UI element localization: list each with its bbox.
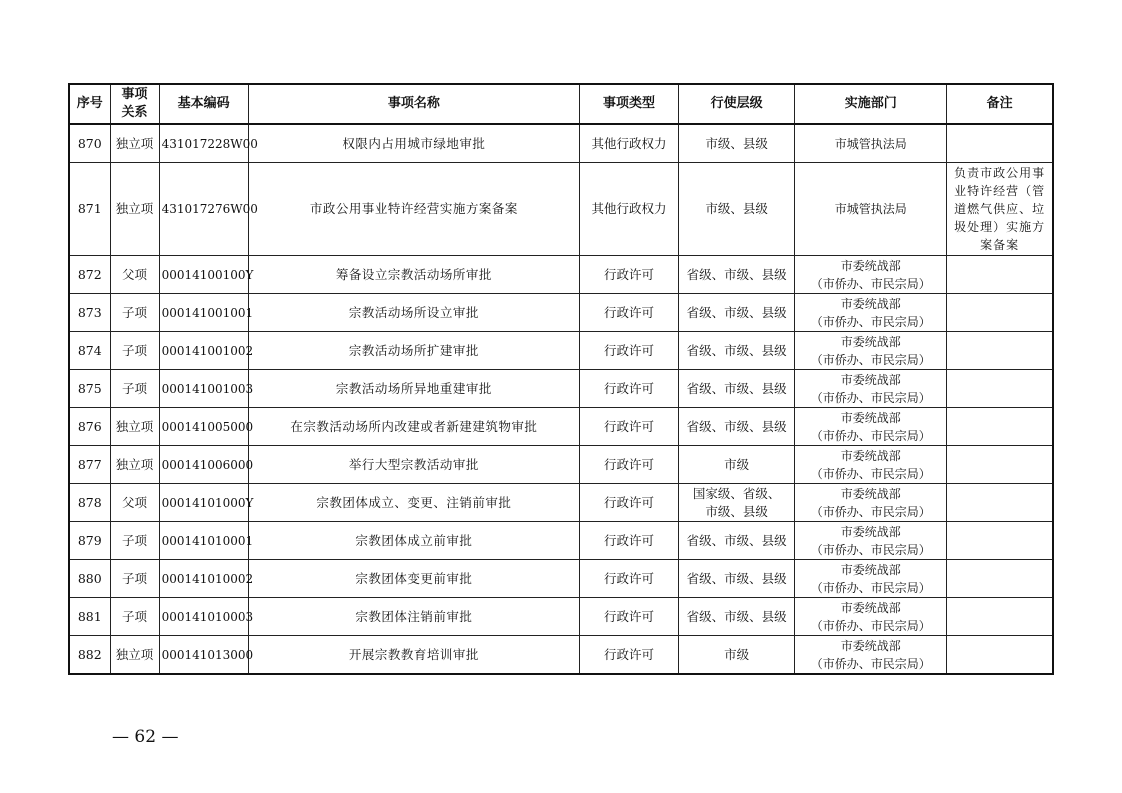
level-cell bbox=[679, 294, 795, 332]
dept-line: 市委统战部 bbox=[840, 486, 901, 501]
table-row bbox=[69, 560, 1053, 598]
header-name: 事项名称 bbox=[248, 84, 579, 124]
dept-line: 市委统战部 bbox=[840, 410, 901, 425]
dept-line: （市侨办、市民宗局） bbox=[810, 542, 931, 557]
name-cell: 宗教团体变更前审批 bbox=[248, 560, 579, 598]
relation-cell: 独立项 bbox=[110, 408, 159, 446]
code-cell: 000141001002 bbox=[159, 332, 248, 370]
dept-line: （市侨办、市民宗局） bbox=[810, 276, 931, 291]
code-cell: 000141010001 bbox=[159, 522, 248, 560]
level-line: 市级、县级 bbox=[705, 135, 768, 151]
level-cell bbox=[679, 446, 795, 484]
level-cell bbox=[679, 484, 795, 522]
row-number: 882 bbox=[69, 636, 110, 675]
dept-line: 市委统战部 bbox=[840, 334, 901, 349]
relation-cell: 独立项 bbox=[110, 124, 159, 163]
row-number: 873 bbox=[69, 294, 110, 332]
dept-cell bbox=[795, 598, 947, 636]
level-line: 市级、县级 bbox=[705, 503, 768, 519]
note-cell bbox=[947, 636, 1053, 675]
row-number: 878 bbox=[69, 484, 110, 522]
note-line: 案备案 bbox=[980, 238, 1020, 252]
table-row bbox=[69, 408, 1053, 446]
dept-cell bbox=[795, 408, 947, 446]
code-cell: 000141010002 bbox=[159, 560, 248, 598]
dept-cell bbox=[795, 560, 947, 598]
table-row bbox=[69, 522, 1053, 560]
name-cell: 宗教团体成立、变更、注销前审批 bbox=[248, 484, 579, 522]
relation-cell: 子项 bbox=[110, 522, 159, 560]
code-cell: 000141010003 bbox=[159, 598, 248, 636]
type-cell: 行政许可 bbox=[579, 332, 678, 370]
relation-cell: 独立项 bbox=[110, 636, 159, 675]
level-cell bbox=[679, 408, 795, 446]
relation-cell: 父项 bbox=[110, 484, 159, 522]
dept-line: （市侨办、市民宗局） bbox=[810, 314, 931, 329]
level-cell bbox=[679, 560, 795, 598]
note-line: 道燃气供应、垃 bbox=[954, 202, 1046, 216]
code-cell: 431017276W00 bbox=[159, 163, 248, 256]
name-cell: 宗教团体注销前审批 bbox=[248, 598, 579, 636]
code-cell: 000141005000 bbox=[159, 408, 248, 446]
level-line: 省级、市级、县级 bbox=[686, 266, 787, 282]
name-cell: 举行大型宗教活动审批 bbox=[248, 446, 579, 484]
dept-line: （市侨办、市民宗局） bbox=[810, 504, 931, 519]
note-cell bbox=[947, 598, 1053, 636]
note-cell bbox=[947, 446, 1053, 484]
dept-line: （市侨办、市民宗局） bbox=[810, 580, 931, 595]
table-row bbox=[69, 294, 1053, 332]
header-dept: 实施部门 bbox=[795, 84, 947, 124]
level-line: 省级、市级、县级 bbox=[686, 418, 787, 434]
table-row bbox=[69, 370, 1053, 408]
note-line: 圾处理）实施方 bbox=[954, 220, 1046, 234]
row-number: 880 bbox=[69, 560, 110, 598]
note-cell bbox=[947, 124, 1053, 163]
header-type: 事项类型 bbox=[579, 84, 678, 124]
header-relation bbox=[110, 84, 159, 124]
table-row bbox=[69, 446, 1053, 484]
dept-line: （市侨办、市民宗局） bbox=[810, 656, 931, 671]
level-cell bbox=[679, 522, 795, 560]
level-line: 省级、市级、县级 bbox=[686, 532, 787, 548]
relation-cell: 父项 bbox=[110, 256, 159, 294]
table-row bbox=[69, 598, 1053, 636]
code-cell: 000141001001 bbox=[159, 294, 248, 332]
name-cell: 筹备设立宗教活动场所审批 bbox=[248, 256, 579, 294]
dept-line: 市委统战部 bbox=[840, 372, 901, 387]
dept-line: 市委统战部 bbox=[840, 562, 901, 577]
dept-cell bbox=[795, 163, 947, 256]
name-cell: 宗教活动场所扩建审批 bbox=[248, 332, 579, 370]
table-row bbox=[69, 256, 1053, 294]
level-cell bbox=[679, 332, 795, 370]
dept-line: 市委统战部 bbox=[840, 600, 901, 615]
note-line: 负责市政公用事 bbox=[954, 166, 1046, 180]
level-line: 市级 bbox=[724, 646, 750, 662]
row-number: 877 bbox=[69, 446, 110, 484]
type-cell: 行政许可 bbox=[579, 522, 678, 560]
dept-line: 市委统战部 bbox=[840, 638, 901, 653]
note-cell bbox=[947, 484, 1053, 522]
code-cell: 00014101000Y bbox=[159, 484, 248, 522]
name-cell: 宗教团体成立前审批 bbox=[248, 522, 579, 560]
level-cell bbox=[679, 598, 795, 636]
type-cell: 行政许可 bbox=[579, 636, 678, 675]
type-cell: 其他行政权力 bbox=[579, 163, 678, 256]
code-cell: 000141001003 bbox=[159, 370, 248, 408]
relation-cell: 子项 bbox=[110, 370, 159, 408]
dept-line: （市侨办、市民宗局） bbox=[810, 390, 931, 405]
name-cell: 开展宗教教育培训审批 bbox=[248, 636, 579, 675]
dept-line: 市城管执法局 bbox=[834, 202, 907, 216]
name-cell: 权限内占用城市绿地审批 bbox=[248, 124, 579, 163]
dept-line: （市侨办、市民宗局） bbox=[810, 618, 931, 633]
type-cell: 行政许可 bbox=[579, 370, 678, 408]
note-cell bbox=[947, 332, 1053, 370]
dept-cell bbox=[795, 484, 947, 522]
table-row bbox=[69, 124, 1053, 163]
dept-cell bbox=[795, 124, 947, 163]
relation-cell: 子项 bbox=[110, 560, 159, 598]
type-cell: 行政许可 bbox=[579, 294, 678, 332]
dept-line: 市委统战部 bbox=[840, 524, 901, 539]
row-number: 871 bbox=[69, 163, 110, 256]
table-row bbox=[69, 636, 1053, 675]
dept-line: （市侨办、市民宗局） bbox=[810, 352, 931, 367]
name-cell: 市政公用事业特许经营实施方案备案 bbox=[248, 163, 579, 256]
level-line: 市级 bbox=[724, 456, 750, 472]
dept-line: 市委统战部 bbox=[840, 448, 901, 463]
level-line: 省级、市级、县级 bbox=[686, 342, 787, 358]
dept-cell bbox=[795, 636, 947, 675]
table-row bbox=[69, 332, 1053, 370]
dept-line: 市委统战部 bbox=[840, 258, 901, 273]
note-cell bbox=[947, 522, 1053, 560]
level-cell bbox=[679, 370, 795, 408]
name-cell: 在宗教活动场所内改建或者新建建筑物审批 bbox=[248, 408, 579, 446]
relation-cell: 子项 bbox=[110, 294, 159, 332]
level-line: 省级、市级、县级 bbox=[686, 304, 787, 320]
code-cell: 000141006000 bbox=[159, 446, 248, 484]
dept-cell bbox=[795, 446, 947, 484]
code-cell: 431017228W00 bbox=[159, 124, 248, 163]
header-note: 备注 bbox=[947, 84, 1053, 124]
relation-cell: 子项 bbox=[110, 598, 159, 636]
header-row bbox=[69, 84, 1053, 124]
dept-line: （市侨办、市民宗局） bbox=[810, 428, 931, 443]
table-row bbox=[69, 163, 1053, 256]
level-line: 省级、市级、县级 bbox=[686, 570, 787, 586]
type-cell: 行政许可 bbox=[579, 408, 678, 446]
header-relation-line2: 关系 bbox=[121, 105, 148, 120]
table-header bbox=[69, 84, 1053, 124]
note-line: 业特许经营（管 bbox=[954, 184, 1046, 198]
name-cell: 宗教活动场所异地重建审批 bbox=[248, 370, 579, 408]
dept-cell bbox=[795, 332, 947, 370]
note-cell bbox=[947, 408, 1053, 446]
level-cell bbox=[679, 636, 795, 675]
header-level: 行使层级 bbox=[679, 84, 795, 124]
type-cell: 行政许可 bbox=[579, 256, 678, 294]
row-number: 879 bbox=[69, 522, 110, 560]
relation-cell: 子项 bbox=[110, 332, 159, 370]
code-cell: 000141013000 bbox=[159, 636, 248, 675]
matters-table bbox=[68, 83, 1054, 675]
relation-cell: 独立项 bbox=[110, 446, 159, 484]
note-cell bbox=[947, 294, 1053, 332]
level-line: 国家级、省级、 bbox=[692, 485, 781, 501]
level-line: 省级、市级、县级 bbox=[686, 608, 787, 624]
table-row bbox=[69, 484, 1053, 522]
row-number: 875 bbox=[69, 370, 110, 408]
dept-line: （市侨办、市民宗局） bbox=[810, 466, 931, 481]
dept-line: 市城管执法局 bbox=[834, 136, 907, 151]
code-cell: 00014100100Y bbox=[159, 256, 248, 294]
dept-cell bbox=[795, 256, 947, 294]
note-cell bbox=[947, 163, 1053, 256]
dept-cell bbox=[795, 294, 947, 332]
type-cell: 行政许可 bbox=[579, 484, 678, 522]
header-relation-line1: 事项 bbox=[121, 87, 148, 102]
note-cell bbox=[947, 370, 1053, 408]
row-number: 870 bbox=[69, 124, 110, 163]
type-cell: 其他行政权力 bbox=[579, 124, 678, 163]
note-cell bbox=[947, 256, 1053, 294]
level-cell bbox=[679, 256, 795, 294]
type-cell: 行政许可 bbox=[579, 446, 678, 484]
row-number: 876 bbox=[69, 408, 110, 446]
row-number: 872 bbox=[69, 256, 110, 294]
dept-line: 市委统战部 bbox=[840, 296, 901, 311]
type-cell: 行政许可 bbox=[579, 598, 678, 636]
header-no: 序号 bbox=[69, 84, 110, 124]
row-number: 874 bbox=[69, 332, 110, 370]
name-cell: 宗教活动场所设立审批 bbox=[248, 294, 579, 332]
relation-cell: 独立项 bbox=[110, 163, 159, 256]
header-code: 基本编码 bbox=[159, 84, 248, 124]
row-number: 881 bbox=[69, 598, 110, 636]
level-line: 市级、县级 bbox=[705, 201, 768, 216]
level-cell bbox=[679, 163, 795, 256]
page-number: — 62 — bbox=[112, 727, 179, 747]
level-cell bbox=[679, 124, 795, 163]
table-body bbox=[69, 124, 1053, 674]
dept-cell bbox=[795, 522, 947, 560]
note-cell bbox=[947, 560, 1053, 598]
dept-cell bbox=[795, 370, 947, 408]
type-cell: 行政许可 bbox=[579, 560, 678, 598]
level-line: 省级、市级、县级 bbox=[686, 380, 787, 396]
